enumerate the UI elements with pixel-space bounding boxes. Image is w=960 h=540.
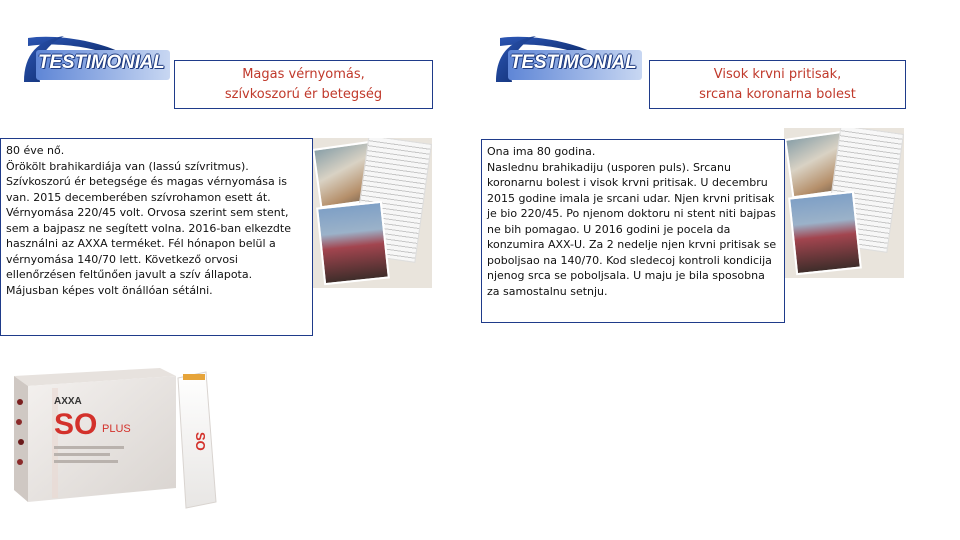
couple-photo	[788, 191, 862, 275]
couple-photo	[316, 201, 390, 285]
testimonial-text-left: 80 éve nő. Örökölt brahikardiája van (lassú szívritmus). Szívkoszorú ér betegsége és magas vérnyomása is van. 2015 decemberében szívrohamon esett át. Vérnyomása 220/45 volt. Orvosa szerint sem stent, sem a bajpasz ne segített volna. 2016-ban elkezdte használni az AXXA terméket. Fél hónapon belül a vérnyomása 140/70 lett. Következő orvosi ellenőrzésen feltűnően javult a szív állapota. Májusban képes volt önállóan sétálni.	[0, 138, 313, 336]
product-name-suffix: PLUS	[102, 423, 131, 435]
testimonial-text-right: Ona ima 80 godina. Naslednu brahikadiju (usporen puls). Srcanu koronarnu bolest i visok krvni pritisak. U decembru 2015 godine imala je srcani udar. Njen krvni pritisak je bio 220/45. Po njenom doktoru ni stent niti bajpas ne bih pomagao. U 2016 godini je pocela da konzumira AXX-U. Za 2 nedelje njen krvni pritisak se poboljsao na 140/70. Kod sledecoj kontroli kondicija njenog srca se poboljsala. U maju je bila sposobna za samostalnu setnju.	[481, 139, 785, 323]
product-name: SO	[54, 408, 98, 441]
product-box-icon	[10, 362, 220, 512]
testimonial-logo-right	[496, 34, 646, 94]
testimonial-photo-left	[312, 138, 432, 288]
logo-text: TESTIMONIAL	[510, 52, 637, 73]
svg-text:SO: SO	[193, 432, 208, 451]
product-image	[10, 362, 220, 512]
logo-text: TESTIMONIAL	[38, 52, 165, 73]
title-line-2: szívkoszorú ér betegség	[224, 86, 383, 102]
product-brand: AXXA	[54, 396, 82, 407]
testimonial-photo-right	[784, 128, 904, 278]
title-line-1: Visok krvni pritisak,	[713, 66, 842, 82]
title-line-1: Magas vérnyomás,	[242, 66, 365, 82]
title-box-right	[649, 60, 906, 109]
testimonial-logo-left	[24, 34, 174, 94]
title-box-left	[174, 60, 433, 109]
title-line-2: srcana koronarna bolest	[699, 86, 856, 102]
